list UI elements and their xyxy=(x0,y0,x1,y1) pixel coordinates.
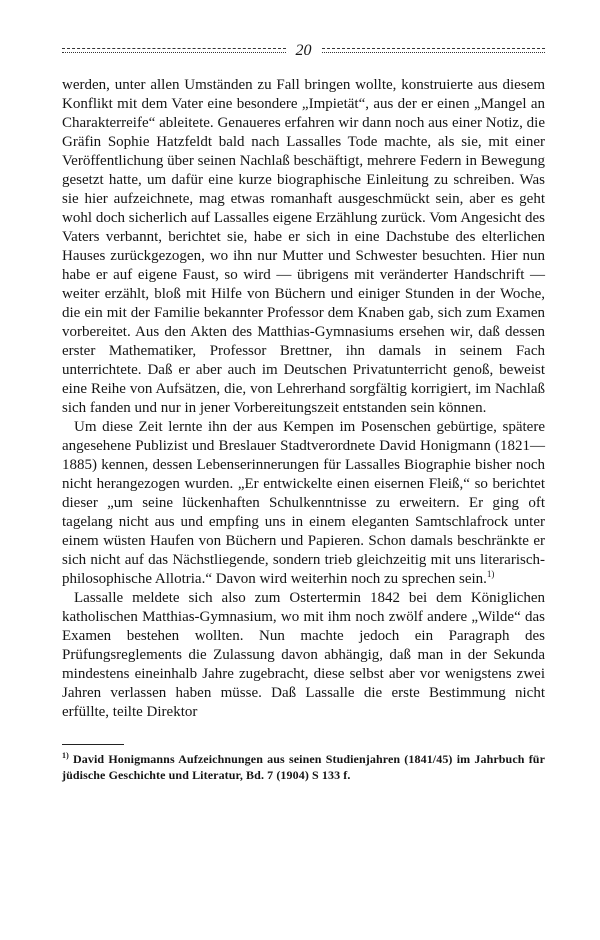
page-number: 20 xyxy=(295,42,312,59)
paragraph-1 xyxy=(62,76,545,418)
footnote xyxy=(62,751,545,783)
running-head xyxy=(62,40,545,62)
ornamental-rule-right xyxy=(322,48,546,54)
book-page xyxy=(62,40,545,910)
footnote-text: David Honigmanns Aufzeichnungen aus seinen Studienjahren (1841/45) im Jahrbuch für jüdische Geschichte und Literatur, Bd. 7 (1904) S 133 f. xyxy=(62,752,545,782)
paragraph-3 xyxy=(62,589,545,722)
paragraph-3-text: Lassalle meldete sich also zum Ostertermin 1842 bei dem Königlichen katholischen Matthias-Gymnasium, wo mit ihm noch zwölf andere „Wilde“ das Examen bestehen wollten. Nun machte jedoch ein Paragraph des Prüfungsreglements die Zulassung davon abhängig, daß man in der Sekunda mindestens eineinhalb Jahre zugebracht, diese selbst aber vor wenigstens zwei Jahren verlassen haben müsse. Daß Lassalle die erste Bestimmung nicht erfüllte, teilte Direktor xyxy=(62,590,545,720)
footnote-mark: 1) xyxy=(62,751,69,760)
footnote-reference[interactable]: 1) xyxy=(486,569,495,579)
paragraph-2 xyxy=(62,418,545,589)
paragraph-2-text: Um diese Zeit lernte ihn der aus Kempen im Posenschen gebürtige, spätere angesehene Publizist und Breslauer Stadtverordnete David Honigmann (1821—1885) kennen, dessen Lebenserinnerungen für Lassalles Biographie bisher noch nicht herangezogen wurden. „Er entwickelte einen eisernen Fleiß,“ so berichtet dieser „um seine lückenhaften Schulkenntnisse zu erweitern. Er ging oft tagelang nicht aus und empfing uns in einem eleganten Samtschlafrock unter einem wüsten Haufen von Büchern und Papieren. Schon damals beschränkte er sich nicht auf das Nächstliegende, sondern trieb gleichzeitig mit uns literarisch-philosophische Allotria.“ Davon wird weiterhin noch zu sprechen sein. xyxy=(62,419,545,587)
paragraph-1-text: werden, unter allen Umständen zu Fall bringen wollte, konstruierte aus diesem Konflikt mit dem Vater eine besondere „Impietät“, aus der er einen „Mangel an Charakterreife“ ableitete. Genaueres erfahren wir dann noch aus einer Notiz, die Gräfin Sophie Hatzfeldt bald nach Lassalles Tode machte, als sie, mit einer Veröffentlichung über seinen Nachlaß beschäftigt, mehrere Federn in Bewegung gesetzt hatte, um dafür eine kurze biographische Einleitung zu schreiben. Was sie hier aufzeichnete, mag etwas romanhaft ausgeschmückt sein, aber es geht wohl doch sicherlich auf Lassalles eigene Erzählung zurück. Vom Angesicht des Vaters verbannt, berichtet sie, habe er sich in eine Dachstube des elterlichen Hauses zurückgezogen, wo ihn nur Mutter und Schwester besuchten. Hier nun habe er auf eigene Faust, so wird — übrigens mit veränderter Handschrift — weiter erzählt, bloß mit Hilfe von Büchern und einiger Stunden in der Woche, die ein mit der Familie bekannter Professor dem Knaben gab, sich zum Examen vorbereitet. Aus den Akten des Matthias-Gymnasiums ersehen wir, daß dessen erster Mathematiker, Professor Brettner, ihn damals in seinem Fach unterrichtete. Daß er aber auch im Deutschen Privatunterricht genoß, beweist eine Reihe von Aufsätzen, die, von Lehrerhand sorgfältig korrigiert, im Nachlaß sich fanden und nur in jener Vorbereitungszeit entstanden sein können. xyxy=(62,77,545,416)
footnote-divider xyxy=(62,744,124,745)
ornamental-rule-left xyxy=(62,48,286,54)
body-text xyxy=(62,76,545,722)
